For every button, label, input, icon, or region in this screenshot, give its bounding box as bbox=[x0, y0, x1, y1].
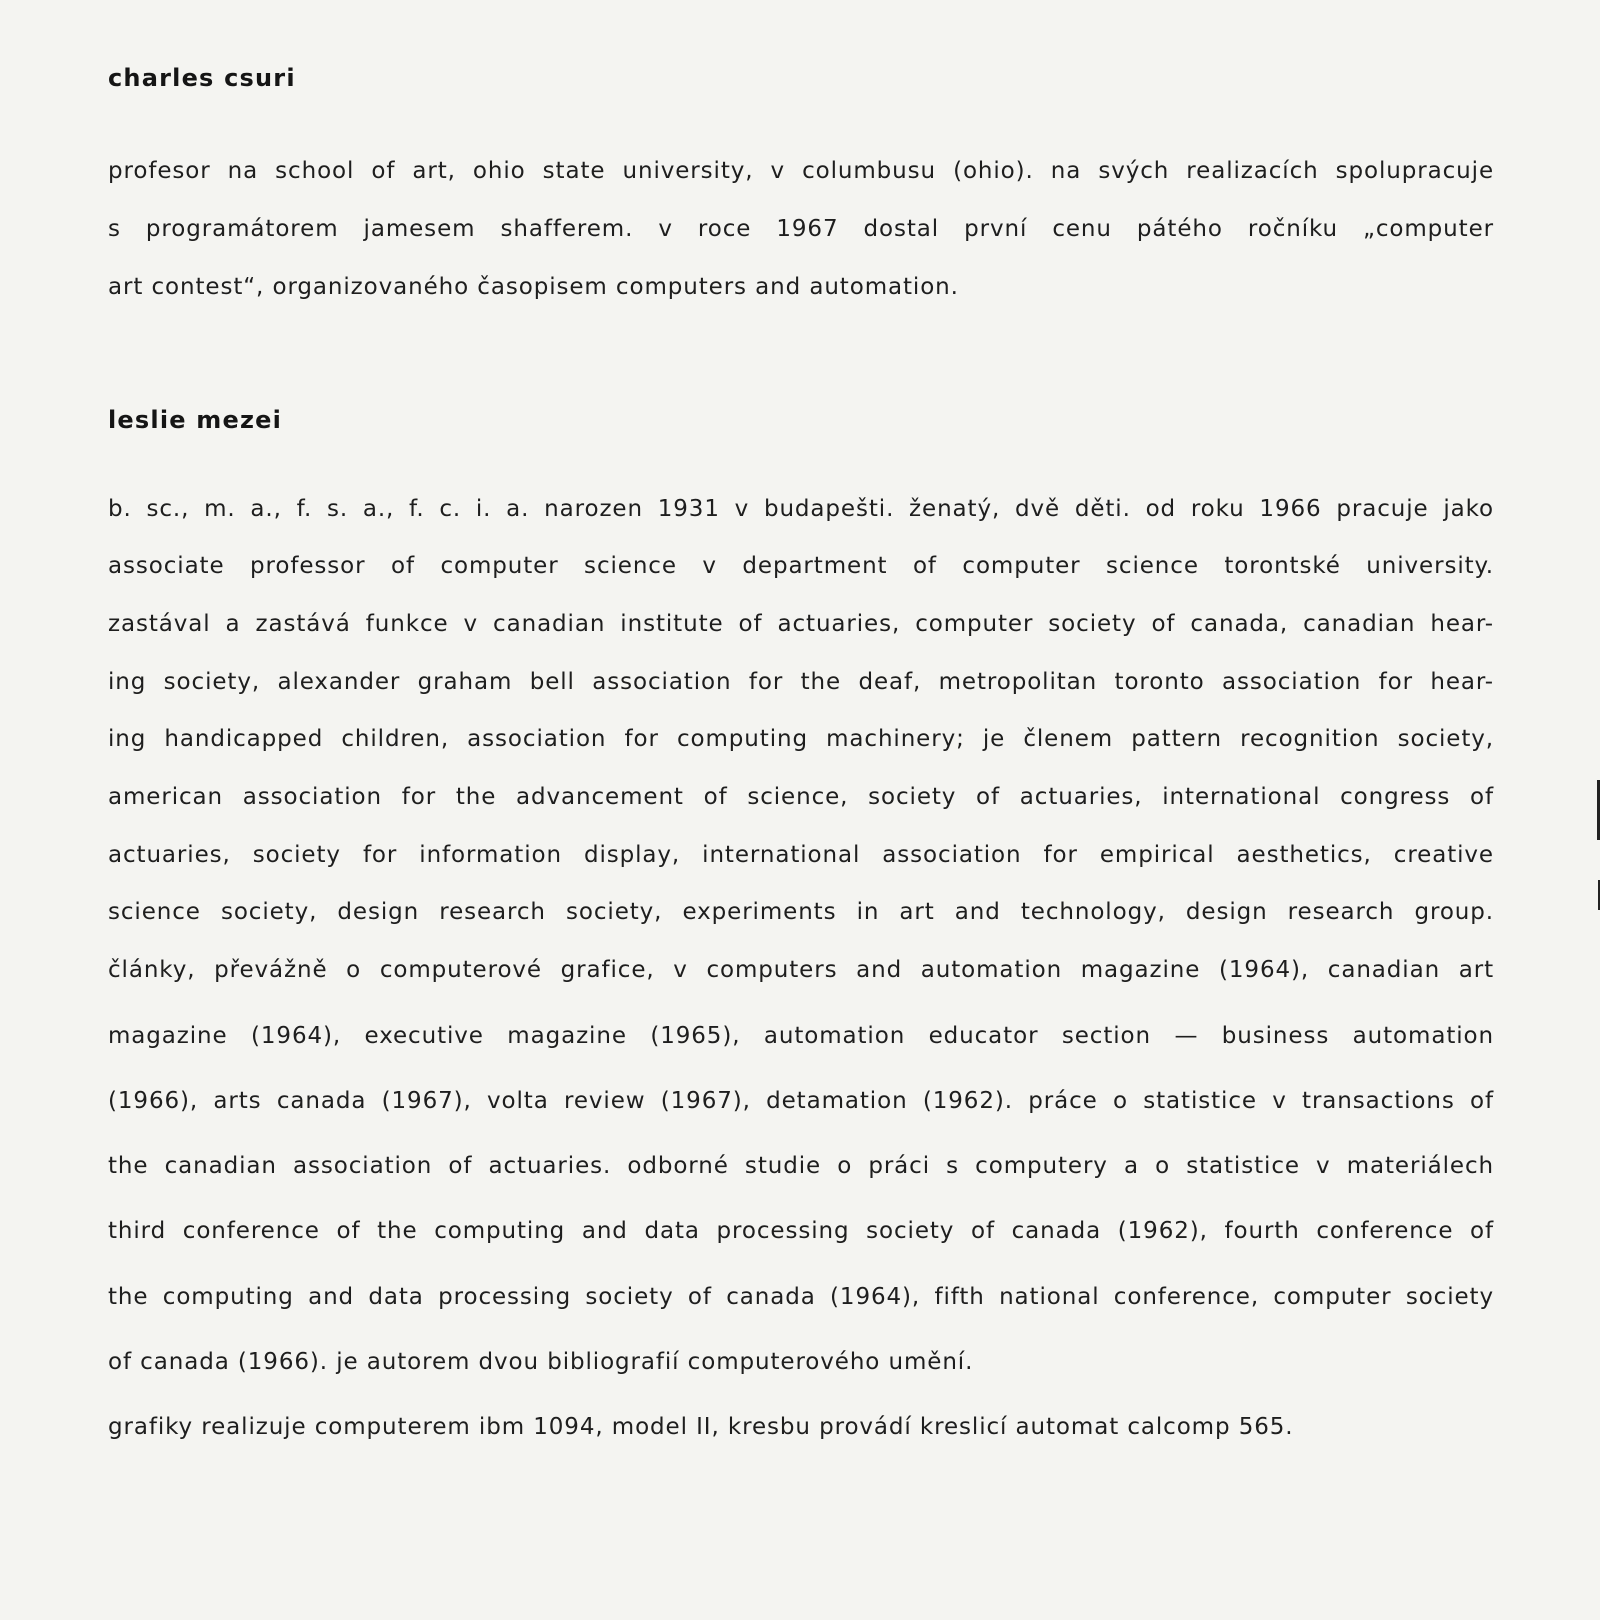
section-heading-csuri: charles csuri bbox=[108, 64, 296, 92]
mezei-text-line: grafiky realizuje computerem ibm 1094, model II, kresbu provádí kreslicí automat calcomp 565. bbox=[108, 1414, 1294, 1440]
mezei-text-line: ing handicapped children, association for computing machinery; je členem pattern recognition society, bbox=[108, 726, 1494, 752]
mezei-text-line: science society, design research society, experiments in art and technology, design research group. bbox=[108, 899, 1494, 925]
mezei-text-line: american association for the advancement of science, society of actuaries, international congress of bbox=[108, 784, 1494, 810]
mezei-text-line: third conference of the computing and data processing society of canada (1962), fourth conference of bbox=[108, 1218, 1494, 1244]
mezei-text-line: magazine (1964), executive magazine (1965), automation educator section — business automation bbox=[108, 1023, 1494, 1049]
mezei-text-line: actuaries, society for information display, international association for empirical aesthetics, creative bbox=[108, 842, 1494, 868]
csuri-text-line: s programátorem jamesem shafferem. v roce 1967 dostal první cenu pátého ročníku „computer bbox=[108, 216, 1494, 242]
mezei-text-line: the computing and data processing society of canada (1964), fifth national conference, computer society bbox=[108, 1284, 1494, 1310]
mezei-text-line: ing society, alexander graham bell association for the deaf, metropolitan toronto association for hear- bbox=[108, 669, 1494, 695]
csuri-text-line: profesor na school of art, ohio state university, v columbusu (ohio). na svých realizacích spolupracuje bbox=[108, 158, 1494, 184]
section-heading-mezei: leslie mezei bbox=[108, 406, 283, 434]
csuri-text-line: art contest“, organizovaného časopisem computers and automation. bbox=[108, 274, 959, 300]
mezei-text-line: zastával a zastává funkce v canadian institute of actuaries, computer society of canada, canadian hear- bbox=[108, 611, 1494, 637]
mezei-text-line: články, převážně o computerové grafice, v computers and automation magazine (1964), canadian art bbox=[108, 957, 1494, 983]
mezei-text-line: associate professor of computer science v department of computer science torontské university. bbox=[108, 553, 1494, 579]
mezei-text-line: the canadian association of actuaries. odborné studie o práci s computery a o statistice v materiálech bbox=[108, 1153, 1494, 1179]
mezei-text-line: (1966), arts canada (1967), volta review (1967), detamation (1962). práce o statistice v transactions of bbox=[108, 1088, 1494, 1114]
mezei-text-line: of canada (1966). je autorem dvou bibliografií computerového umění. bbox=[108, 1349, 974, 1375]
mezei-text-line: b. sc., m. a., f. s. a., f. c. i. a. narozen 1931 v budapešti. ženatý, dvě děti. od roku 1966 pracuje jako bbox=[108, 496, 1494, 522]
